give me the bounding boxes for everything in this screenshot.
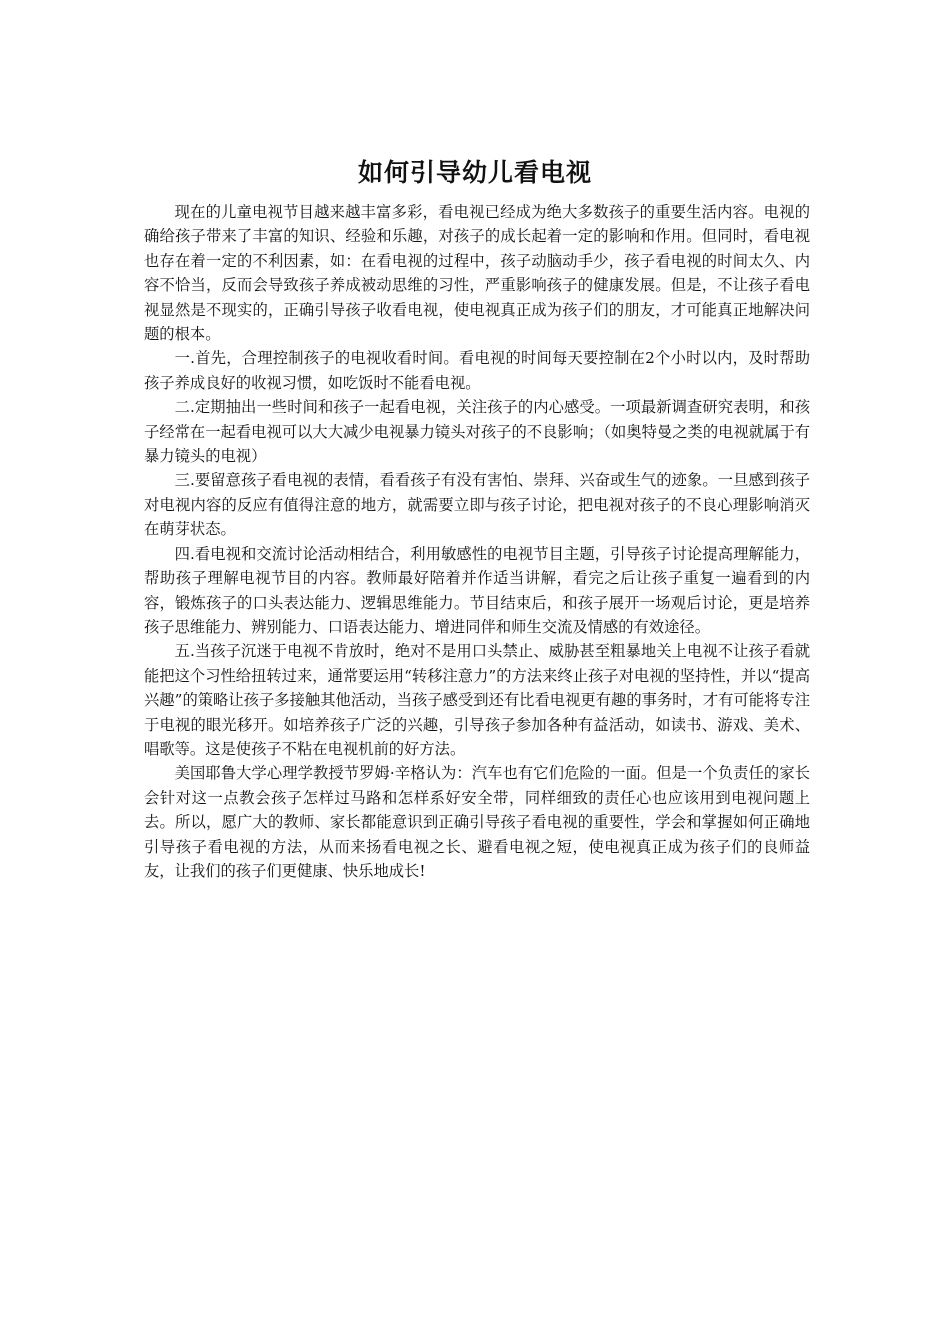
paragraph-point-5: 五.当孩子沉迷于电视不肯放时，绝对不是用口头禁止、威胁甚至粗暴地关上电视不让孩子看就能把这个习性给扭转过来，通常要运用“转移注意力”的方法来终止孩子对电视的坚持性，并以“提高兴趣”的策略让孩子多接触其他活动，当孩子感受到还有比看电视更有趣的事务时，才有可能将专注于电视的眼光移开。如培养孩子广泛的兴趣，引导孩子参加各种有益活动，如读书、游戏、美术、唱歌等。这是使孩子不粘在电视机前的好方法。 bbox=[144, 642, 810, 758]
document-title: 如何引导幼儿看电视 bbox=[357, 158, 592, 187]
paragraph-conclusion: 美国耶鲁大学心理学教授节罗姆·辛格认为：汽车也有它们危险的一面。但是一个负责任的家长会针对这一点教会孩子怎样过马路和怎样系好安全带，同样细致的责任心也应该用到电视问题上去。所以，愿广大的教师、家长都能意识到正确引导孩子看电视的重要性，学会和掌握如何正确地引导孩子看电视的方法，从而来扬看电视之长、避看电视之短，使电视真正成为孩子们的良师益友，让我们的孩子们更健康、快乐地成长! bbox=[144, 764, 810, 880]
paragraph-point-2: 二.定期抽出一些时间和孩子一起看电视，关注孩子的内心感受。一项最新调查研究表明，和孩子经常在一起看电视可以大大减少电视暴力镜头对孩子的不良影响；（如奥特曼之类的电视就属于有暴力镜头的电视） bbox=[144, 398, 810, 466]
document-body bbox=[144, 200, 810, 883]
paragraph-point-1: 一.首先，合理控制孩子的电视收看时间。看电视的时间每天要控制在2个小时以内，及时帮助孩子养成良好的收视习惯，如吃饭时不能看电视。 bbox=[144, 349, 810, 392]
paragraph-intro: 现在的儿童电视节目越来越丰富多彩，看电视已经成为绝大多数孩子的重要生活内容。电视的确给孩子带来了丰富的知识、经验和乐趣，对孩子的成长起着一定的影响和作用。但同时，看电视也存在着一定的不利因素，如：在看电视的过程中，孩子动脑动手少，孩子看电视的时间太久、内容不恰当，反而会导致孩子养成被动思维的习性，严重影响孩子的健康发展。但是，不让孩子看电视显然是不现实的，正确引导孩子收看电视，使电视真正成为孩子们的朋友，才可能真正地解决问题的根本。 bbox=[144, 203, 810, 344]
paragraph-point-3: 三.要留意孩子看电视的表情，看看孩子有没有害怕、崇拜、兴奋或生气的迹象。一旦感到孩子对电视内容的反应有值得注意的地方，就需要立即与孩子讨论，把电视对孩子的不良心理影响消灭在萌芽状态。 bbox=[144, 471, 810, 539]
paragraph-point-4: 四.看电视和交流讨论活动相结合，利用敏感性的电视节目主题，引导孩子讨论提高理解能力，帮助孩子理解电视节目的内容。教师最好陪着并作适当讲解，看完之后让孩子重复一遍看到的内容，锻炼孩子的口头表达能力、逻辑思维能力。节目结束后，和孩子展开一场观后讨论，更是培养孩子思维能力、辨别能力、口语表达能力、增进同伴和师生交流及情感的有效途径。 bbox=[144, 544, 810, 636]
